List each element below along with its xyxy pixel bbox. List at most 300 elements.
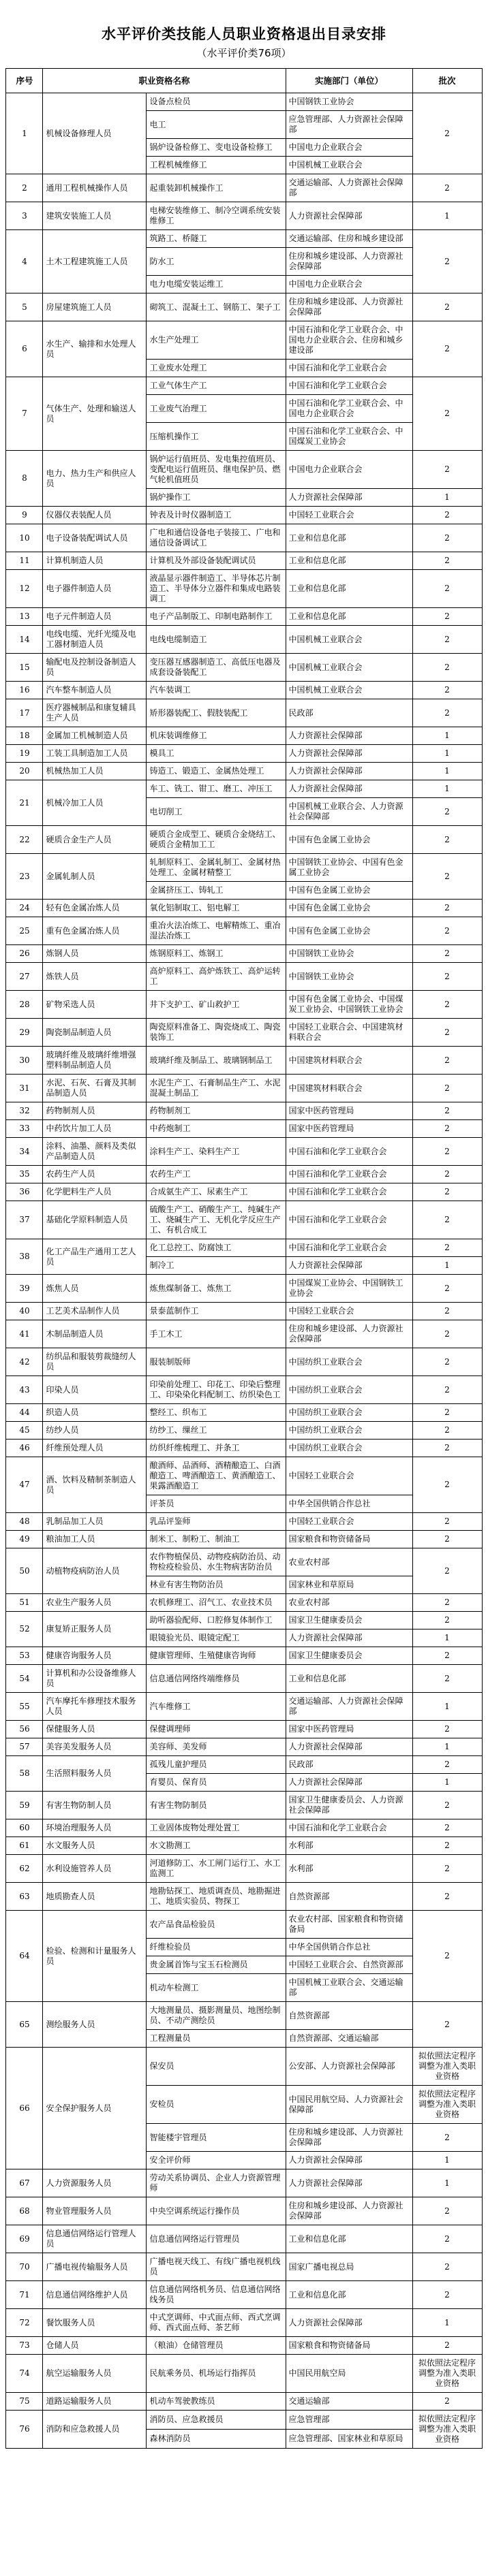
batch-cell: 2 <box>412 1819 482 1837</box>
batch-cell: 2 <box>412 1376 482 1404</box>
row-number-cell: 9 <box>6 507 43 524</box>
table-row <box>6 654 482 682</box>
occupation-cell: 变压器互感器制造工、高低压电器及成套设备装配工 <box>147 654 286 682</box>
occupation-cell: 涂料生产工、染料生产工 <box>147 1138 286 1166</box>
batch-cell: 2 <box>412 1138 482 1166</box>
row-number-cell: 60 <box>6 1819 43 1837</box>
category-cell: 炼焦人员 <box>43 1275 147 1303</box>
table-row <box>6 507 482 524</box>
department-cell: 中国煤炭工业协会、中国钢铁工业协会 <box>286 1275 412 1303</box>
row-number-cell: 6 <box>6 321 43 377</box>
occupation-cell: 美容师、美发师 <box>147 1738 286 1756</box>
department-cell: 中国有色金属工业协会、中国煤炭工业协会、中国钢铁工业协会 <box>286 991 412 1019</box>
batch-cell: 2 <box>412 1201 482 1239</box>
batch-cell: 1 <box>412 1774 482 1792</box>
department-cell: 中国建筑材料联合会 <box>286 1075 412 1102</box>
department-cell: 中国石油和化学工业联合会 <box>286 1201 412 1239</box>
category-cell: 矿物采选人员 <box>43 991 147 1019</box>
department-cell: 中国石油和化学工业联合会 <box>286 1239 412 1257</box>
department-cell: 工业和信息化部 <box>286 524 412 552</box>
occupation-cell: 纺纱工、缫丝工 <box>147 1422 286 1440</box>
occupation-cell: 信息通信网络运行管理员 <box>147 2225 286 2253</box>
row-number-cell: 28 <box>6 991 43 1019</box>
row-number-cell: 31 <box>6 1075 43 1102</box>
category-cell: 房屋建筑施工人员 <box>43 293 147 321</box>
row-number-cell: 8 <box>6 451 43 507</box>
table-row <box>6 1320 482 1348</box>
batch-cell: 2 <box>412 230 482 293</box>
row-number-cell: 44 <box>6 1404 43 1422</box>
table-body <box>6 93 482 2449</box>
occupation-cell: 农产品食品检验员 <box>147 1911 286 1939</box>
batch-cell: 2 <box>412 1721 482 1738</box>
occupation-cell: 车工、铣工、钳工、磨工、冲压工 <box>147 780 286 798</box>
batch-cell: 2 <box>412 2002 482 2048</box>
row-number-cell: 49 <box>6 1531 43 1548</box>
occupation-cell: 电子产品制版工、印制电路制作工 <box>147 608 286 626</box>
table-row <box>6 626 482 654</box>
department-cell: 人力资源社会保障部 <box>286 1629 412 1647</box>
occupation-cell: 保安员 <box>147 2048 286 2086</box>
table-row <box>6 1457 482 1495</box>
batch-cell: 2 <box>412 2393 482 2411</box>
occupation-cell: 水泥生产工、石膏制品生产工、水泥混凝土制品工 <box>147 1075 286 1102</box>
occupation-cell: 电力电缆安装运维工 <box>147 276 286 293</box>
table-row <box>6 1138 482 1166</box>
row-number-cell: 11 <box>6 552 43 570</box>
batch-cell: 2 <box>412 1404 482 1422</box>
row-number-cell: 35 <box>6 1166 43 1183</box>
department-cell: 中国轻工业联合会、中国建筑材料联合会 <box>286 1019 412 1047</box>
department-cell: 中国有色金属工业协会 <box>286 826 412 854</box>
batch-cell: 2 <box>412 1075 482 1102</box>
row-number-cell: 23 <box>6 854 43 900</box>
table-row <box>6 293 482 321</box>
table-row <box>6 780 482 798</box>
category-cell: 有害生物防制人员 <box>43 1792 147 1819</box>
batch-cell: 2 <box>412 1440 482 1457</box>
category-cell: 生活照料服务人员 <box>43 1756 147 1792</box>
row-number-cell: 67 <box>6 2169 43 2197</box>
row-number-cell: 34 <box>6 1138 43 1166</box>
row-number-cell: 39 <box>6 1275 43 1303</box>
category-cell: 工艺美术品制作人员 <box>43 1303 147 1320</box>
batch-cell: 2 <box>412 174 482 202</box>
batch-cell: 2 <box>412 2281 482 2309</box>
category-cell: 电子设备装配调试人员 <box>43 524 147 552</box>
row-number-cell: 61 <box>6 1837 43 1855</box>
department-cell: 中国石油和化学工业联合会、中国电力企业联合会、住房和城乡建设部 <box>286 321 412 360</box>
category-cell: 水泥、石灰、石膏及其制品制造人员 <box>43 1075 147 1102</box>
department-cell: 人力资源社会保障部 <box>286 2169 412 2197</box>
row-number-cell: 26 <box>6 945 43 963</box>
category-cell: 气体生产、处理和输送人员 <box>43 377 147 451</box>
table-row <box>6 854 482 882</box>
department-cell: 中国民用航空局、人力资源社会保障部 <box>286 2086 412 2124</box>
batch-cell: 2 <box>412 963 482 991</box>
occupation-cell: 广播电视天线工、有线广播电视机线员 <box>147 2253 286 2281</box>
table-row <box>6 1647 482 1665</box>
category-cell: 仪器仪表装配人员 <box>43 507 147 524</box>
occupation-cell: 保健调理师 <box>147 1721 286 1738</box>
table-row <box>6 1201 482 1239</box>
category-cell: 农药生产人员 <box>43 1166 147 1183</box>
table-row <box>6 1348 482 1376</box>
occupation-cell: 河道修防工、水工闸门运行工、水工监测工 <box>147 1855 286 1883</box>
row-number-cell: 55 <box>6 1693 43 1721</box>
occupation-cell: 锅炉运行值班员、发电集控值班员、变配电运行值班员、继电保护员、燃气轮机值班员 <box>147 451 286 489</box>
department-cell: 应急管理部、人力资源社会保障部 <box>286 111 412 139</box>
table-row <box>6 552 482 570</box>
batch-cell: 2 <box>412 1348 482 1376</box>
department-cell: 国家广播电视总局 <box>286 2253 412 2281</box>
occupation-cell: 硬质合金成型工、硬质合金烧结工、硬质合金精加工工 <box>147 826 286 854</box>
batch-cell: 2 <box>412 1183 482 1201</box>
row-number-cell: 20 <box>6 763 43 780</box>
department-cell: 中国电力企业联合会 <box>286 139 412 157</box>
header-dept: 实施部门（单位） <box>286 69 412 93</box>
batch-cell: 2 <box>412 1837 482 1855</box>
department-cell: 工业和信息化部 <box>286 608 412 626</box>
category-cell: 炼钢人员 <box>43 945 147 963</box>
row-number-cell: 43 <box>6 1376 43 1404</box>
occupation-cell: 水生产处理工 <box>147 321 286 360</box>
department-cell: 应急管理部、国家林业和草原局 <box>286 2430 412 2449</box>
table-row <box>6 2048 482 2086</box>
batch-cell: 2 <box>412 1513 482 1531</box>
department-cell: 交通运输部、人力资源社会保障部 <box>286 174 412 202</box>
row-number-cell: 4 <box>6 230 43 293</box>
table-row <box>6 451 482 489</box>
row-number-cell: 29 <box>6 1019 43 1047</box>
table-row <box>6 2411 482 2430</box>
category-cell: 康复矫正服务人员 <box>43 1612 147 1647</box>
department-cell: 工业和信息化部 <box>286 552 412 570</box>
department-cell: 国家林业和草原局 <box>286 1576 412 1594</box>
category-cell: 涂料、油墨、颜料及类似产品制造人员 <box>43 1138 147 1166</box>
department-cell: 中国石油和化学工业联合会 <box>286 1819 412 1837</box>
occupation-cell: 安全评价师 <box>147 2152 286 2169</box>
category-cell: 金属轧制人员 <box>43 854 147 900</box>
batch-cell: 2 <box>412 1647 482 1665</box>
batch-cell: 2 <box>412 1665 482 1693</box>
table-row <box>6 763 482 780</box>
department-cell: 中国机械工业联合会 <box>286 626 412 654</box>
batch-cell: 拟依照法定程序调整为准入类职业资格 <box>412 2048 482 2086</box>
occupation-cell: 信息通信网络机务员、信息通信网络线务员 <box>147 2281 286 2309</box>
row-number-cell: 58 <box>6 1756 43 1792</box>
row-number-cell: 24 <box>6 900 43 917</box>
category-cell: 轻有色金属冶炼人员 <box>43 900 147 917</box>
department-cell: 国家中医药管理局 <box>286 1120 412 1138</box>
batch-cell: 2 <box>412 1531 482 1548</box>
table-row <box>6 1548 482 1576</box>
occupation-cell: 硫酸生产工、硝酸生产工、纯碱生产工、烧碱生产工、无机化学反应生产工、有机合成工 <box>147 1201 286 1239</box>
occupation-cell: 砌筑工、混凝土工、钢筋工、架子工 <box>147 293 286 321</box>
table-row <box>6 699 482 727</box>
occupation-cell: 印染前处理工、印花工、印染后整理工、印染染化料配制工、纺织染色工 <box>147 1376 286 1404</box>
occupation-cell: 机床装调维修工 <box>147 727 286 745</box>
batch-cell: 2 <box>412 1911 482 2002</box>
occupation-cell: 电工 <box>147 111 286 139</box>
department-cell: 农业农村部 <box>286 1594 412 1612</box>
row-number-cell: 63 <box>6 1883 43 1911</box>
occupation-cell: 民航乘务员、机场运行指挥员 <box>147 2355 286 2393</box>
department-cell: 中国石油和化学工业联合会 <box>286 1138 412 1166</box>
batch-cell: 2 <box>412 321 482 377</box>
department-cell: 中国纺织工业联合会 <box>286 1422 412 1440</box>
table-row <box>6 945 482 963</box>
department-cell: 交通运输部 <box>286 2393 412 2411</box>
category-cell: 机械热加工人员 <box>43 763 147 780</box>
batch-cell: 1 <box>412 745 482 763</box>
department-cell: 中国石油和化学工业联合会 <box>286 377 412 395</box>
row-number-cell: 14 <box>6 626 43 654</box>
row-number-cell: 62 <box>6 1855 43 1883</box>
occupation-cell: 计算机及外部设备装配调试员 <box>147 552 286 570</box>
category-cell: 人力资源服务人员 <box>43 2169 147 2197</box>
department-cell: 交通运输部、人力资源社会保障部 <box>286 1693 412 1721</box>
occupation-cell: 劳动关系协调员、企业人力资源管理师 <box>147 2169 286 2197</box>
occupation-cell: 汽车装调工 <box>147 682 286 699</box>
department-cell: 中国轻工业联合会 <box>286 1303 412 1320</box>
occupation-cell: 乳品评鉴师 <box>147 1513 286 1531</box>
department-cell: 民政部 <box>286 1756 412 1774</box>
category-cell: 机械设备修理人员 <box>43 93 147 174</box>
occupation-cell: 信息通信网络终端维修员 <box>147 1665 286 1693</box>
category-cell: 物业管理服务人员 <box>43 2197 147 2225</box>
occupation-cell: 消防员、应急救援员 <box>147 2411 286 2430</box>
row-number-cell: 17 <box>6 699 43 727</box>
category-cell: 木制品制造人员 <box>43 1320 147 1348</box>
occupation-cell: 整经工、织布工 <box>147 1404 286 1422</box>
header-name: 职业资格名称 <box>43 69 286 93</box>
occupation-cell: 锅炉操作工 <box>147 489 286 507</box>
occupation-cell: 氧化铝制取工、铝电解工 <box>147 900 286 917</box>
category-cell: 输配电及控制设备制造人员 <box>43 654 147 682</box>
batch-cell: 拟依照法定程序调整为准入类职业资格 <box>412 2355 482 2393</box>
department-cell: 工业和信息化部 <box>286 570 412 608</box>
batch-cell: 2 <box>412 854 482 900</box>
row-number-cell: 73 <box>6 2337 43 2355</box>
table-row <box>6 2281 482 2309</box>
batch-cell: 2 <box>412 1548 482 1594</box>
department-cell: 民政部 <box>286 699 412 727</box>
department-cell: 中国石油和化学工业联合会 <box>286 360 412 377</box>
occupation-cell: 陶瓷原料准备工、陶瓷烧成工、陶瓷装饰工 <box>147 1019 286 1047</box>
table-row <box>6 1376 482 1404</box>
department-cell: 国家中医药管理局 <box>286 1721 412 1738</box>
category-cell: 动植物疫病防治人员 <box>43 1548 147 1594</box>
occupation-cell: 电切削工 <box>147 798 286 826</box>
row-number-cell: 46 <box>6 1440 43 1457</box>
batch-cell: 1 <box>412 763 482 780</box>
row-number-cell: 18 <box>6 727 43 745</box>
category-cell: 汽车整车制造人员 <box>43 682 147 699</box>
department-cell: 中国机械工业联合会、人力资源社会保障部 <box>286 798 412 826</box>
department-cell: 中国石油和化学工业联合会 <box>286 1166 412 1183</box>
table-row <box>6 900 482 917</box>
row-number-cell: 22 <box>6 826 43 854</box>
batch-cell: 2 <box>412 1019 482 1047</box>
batch-cell: 2 <box>412 991 482 1019</box>
occupation-cell: 锅炉设备检修工、变电设备检修工 <box>147 139 286 157</box>
department-cell: 人力资源社会保障部 <box>286 489 412 507</box>
occupation-cell: 智能楼宇管理员 <box>147 2124 286 2152</box>
page-title: 水平评价类技能人员职业资格退出目录安排 <box>102 26 386 42</box>
page-subtitle: （水平评价类76项） <box>196 47 292 59</box>
category-cell: 工装工具制造加工人员 <box>43 745 147 763</box>
batch-cell: 2 <box>412 552 482 570</box>
table-row <box>6 608 482 626</box>
row-number-cell: 36 <box>6 1183 43 1201</box>
batch-cell: 2 <box>412 1166 482 1183</box>
department-cell: 工业和信息化部 <box>286 1665 412 1693</box>
batch-cell: 2 <box>412 1047 482 1075</box>
category-cell: 汽车摩托车修理技术服务人员 <box>43 1693 147 1721</box>
department-cell: 中国电力企业联合会 <box>286 451 412 489</box>
department-cell: 中国轻工业联合会 <box>286 507 412 524</box>
department-cell: 住房和城乡建设部、人力资源社会保障部 <box>286 293 412 321</box>
occupation-cell: 酿酒师、品酒师、酒精酿造工、白酒酿造工、啤酒酿造工、黄酒酿造工、果露酒酿造工 <box>147 1457 286 1495</box>
table-row <box>6 1513 482 1531</box>
row-number-cell: 65 <box>6 2002 43 2048</box>
table-row <box>6 1756 482 1774</box>
batch-cell: 1 <box>412 2152 482 2169</box>
batch-cell: 2 <box>412 654 482 682</box>
row-number-cell: 57 <box>6 1738 43 1756</box>
department-cell: 中国有色金属工业协会 <box>286 917 412 945</box>
occupation-cell: 安检员 <box>147 2086 286 2124</box>
batch-cell: 1 <box>412 727 482 745</box>
department-cell: 中国石油和化学工业联合会、中国煤炭工业协会 <box>286 423 412 451</box>
batch-cell: 2 <box>412 1422 482 1440</box>
department-cell: 国家卫生健康委员会 <box>286 1612 412 1629</box>
batch-cell: 2 <box>412 507 482 524</box>
table-row <box>6 93 482 111</box>
occupation-cell: 手工木工 <box>147 1320 286 1348</box>
occupation-cell: 模具工 <box>147 745 286 763</box>
occupation-cell: 农机修理工、沼气工、农业技术员 <box>147 1594 286 1612</box>
category-cell: 仓储人员 <box>43 2337 147 2355</box>
table-row <box>6 917 482 945</box>
department-cell: 中国钢铁工业协会 <box>286 963 412 991</box>
batch-cell: 1 <box>412 202 482 230</box>
department-cell: 中国轻工业联合会 <box>286 1513 412 1531</box>
department-cell: 中华全国供销合作总社 <box>286 1495 412 1513</box>
department-cell: 国家卫生健康委员会 <box>286 1647 412 1665</box>
batch-cell: 2 <box>412 1320 482 1348</box>
occupation-cell: 林业有害生物防治员 <box>147 1576 286 1594</box>
occupation-cell: 纤维检验员 <box>147 1939 286 1956</box>
department-cell: 中华全国供销合作总社 <box>286 1939 412 1956</box>
batch-cell: 2 <box>412 2253 482 2281</box>
category-cell: 电子器件制造人员 <box>43 570 147 608</box>
batch-cell: 2 <box>412 451 482 489</box>
department-cell: 中国轻工业联合会 <box>286 1457 412 1495</box>
row-number-cell: 64 <box>6 1911 43 2002</box>
occupation-cell: 农作物植保员、动物疫病防治员、动物检疫检验员、水生物病害防治员 <box>147 1548 286 1576</box>
table-row <box>6 1693 482 1721</box>
table-row <box>6 321 482 360</box>
department-cell: 中国轻工业联合会、自然资源部 <box>286 1956 412 1974</box>
table-row <box>6 2337 482 2355</box>
occupation-cell: 森林消防员 <box>147 2430 286 2449</box>
batch-cell: 2 <box>412 1275 482 1303</box>
occupation-cell: 孤残儿童护理员 <box>147 1756 286 1774</box>
occupation-cell: 机动车驾驶教练员 <box>147 2393 286 2411</box>
category-cell: 药物制剂人员 <box>43 1102 147 1120</box>
table-row <box>6 2002 482 2030</box>
row-number-cell: 51 <box>6 1594 43 1612</box>
batch-cell: 1 <box>412 2169 482 2197</box>
batch-cell: 1 <box>412 1257 482 1275</box>
table-row <box>6 1738 482 1756</box>
category-cell: 水生产、输排和水处理人员 <box>43 321 147 377</box>
category-cell: 纺织品和服装剪裁缝纫人员 <box>43 1348 147 1376</box>
department-cell: 中国有色金属工业协会 <box>286 882 412 900</box>
category-cell: 通用工程机械操作人员 <box>43 174 147 202</box>
row-number-cell: 21 <box>6 780 43 826</box>
row-number-cell: 42 <box>6 1348 43 1376</box>
table-row <box>6 727 482 745</box>
category-cell: 安全保护服务人员 <box>43 2048 147 2169</box>
department-cell: 人力资源社会保障部 <box>286 780 412 798</box>
category-cell: 餐饮服务人员 <box>43 2309 147 2337</box>
table-row <box>6 1019 482 1047</box>
table-row <box>6 1819 482 1837</box>
occupation-cell: 贵金属首饰与宝玉石检测员 <box>147 1956 286 1974</box>
department-cell: 工业和信息化部 <box>286 2281 412 2309</box>
batch-cell: 2 <box>412 2124 482 2152</box>
occupation-cell: 工业废气治理工 <box>147 395 286 423</box>
batch-cell: 1 <box>412 1738 482 1756</box>
batch-cell: 拟依照法定程序调整为准入类职业资格 <box>412 2411 482 2449</box>
batch-cell: 2 <box>412 377 482 451</box>
batch-cell: 2 <box>412 1457 482 1513</box>
row-number-cell: 2 <box>6 174 43 202</box>
row-number-cell: 25 <box>6 917 43 945</box>
row-number-cell: 10 <box>6 524 43 552</box>
batch-cell: 1 <box>412 1629 482 1647</box>
department-cell: 中国纺织工业联合会 <box>286 1348 412 1376</box>
occupation-cell: 药物制剂工 <box>147 1102 286 1120</box>
department-cell: 农业农村部、国家粮食和物资储备局 <box>286 1911 412 1939</box>
table-row <box>6 2309 482 2337</box>
category-cell: 保健服务人员 <box>43 1721 147 1738</box>
category-cell: 基础化学原料制造人员 <box>43 1201 147 1239</box>
row-number-cell: 16 <box>6 682 43 699</box>
category-cell: 土木工程建筑施工人员 <box>43 230 147 293</box>
batch-cell: 1 <box>412 1693 482 1721</box>
category-cell: 计算机和办公设备维修人员 <box>43 1665 147 1693</box>
row-number-cell: 68 <box>6 2197 43 2225</box>
department-cell: 中国石油和化学工业联合会 <box>286 1183 412 1201</box>
batch-cell: 1 <box>412 780 482 798</box>
table-row <box>6 202 482 230</box>
category-cell: 粮油加工人员 <box>43 1531 147 1548</box>
batch-cell: 2 <box>412 1792 482 1819</box>
table-row <box>6 1075 482 1102</box>
department-cell: 人力资源社会保障部 <box>286 1774 412 1792</box>
category-cell: 化学肥料生产人员 <box>43 1183 147 1201</box>
occupation-cell: 助听器验配师、口腔修复体制作工 <box>147 1612 286 1629</box>
category-cell: 信息通信网络维护人员 <box>43 2281 147 2309</box>
table-row <box>6 991 482 1019</box>
batch-cell: 1 <box>412 2309 482 2337</box>
department-cell: 中国纺织工业联合会 <box>286 1376 412 1404</box>
occupation-cell: 评茶员 <box>147 1495 286 1513</box>
